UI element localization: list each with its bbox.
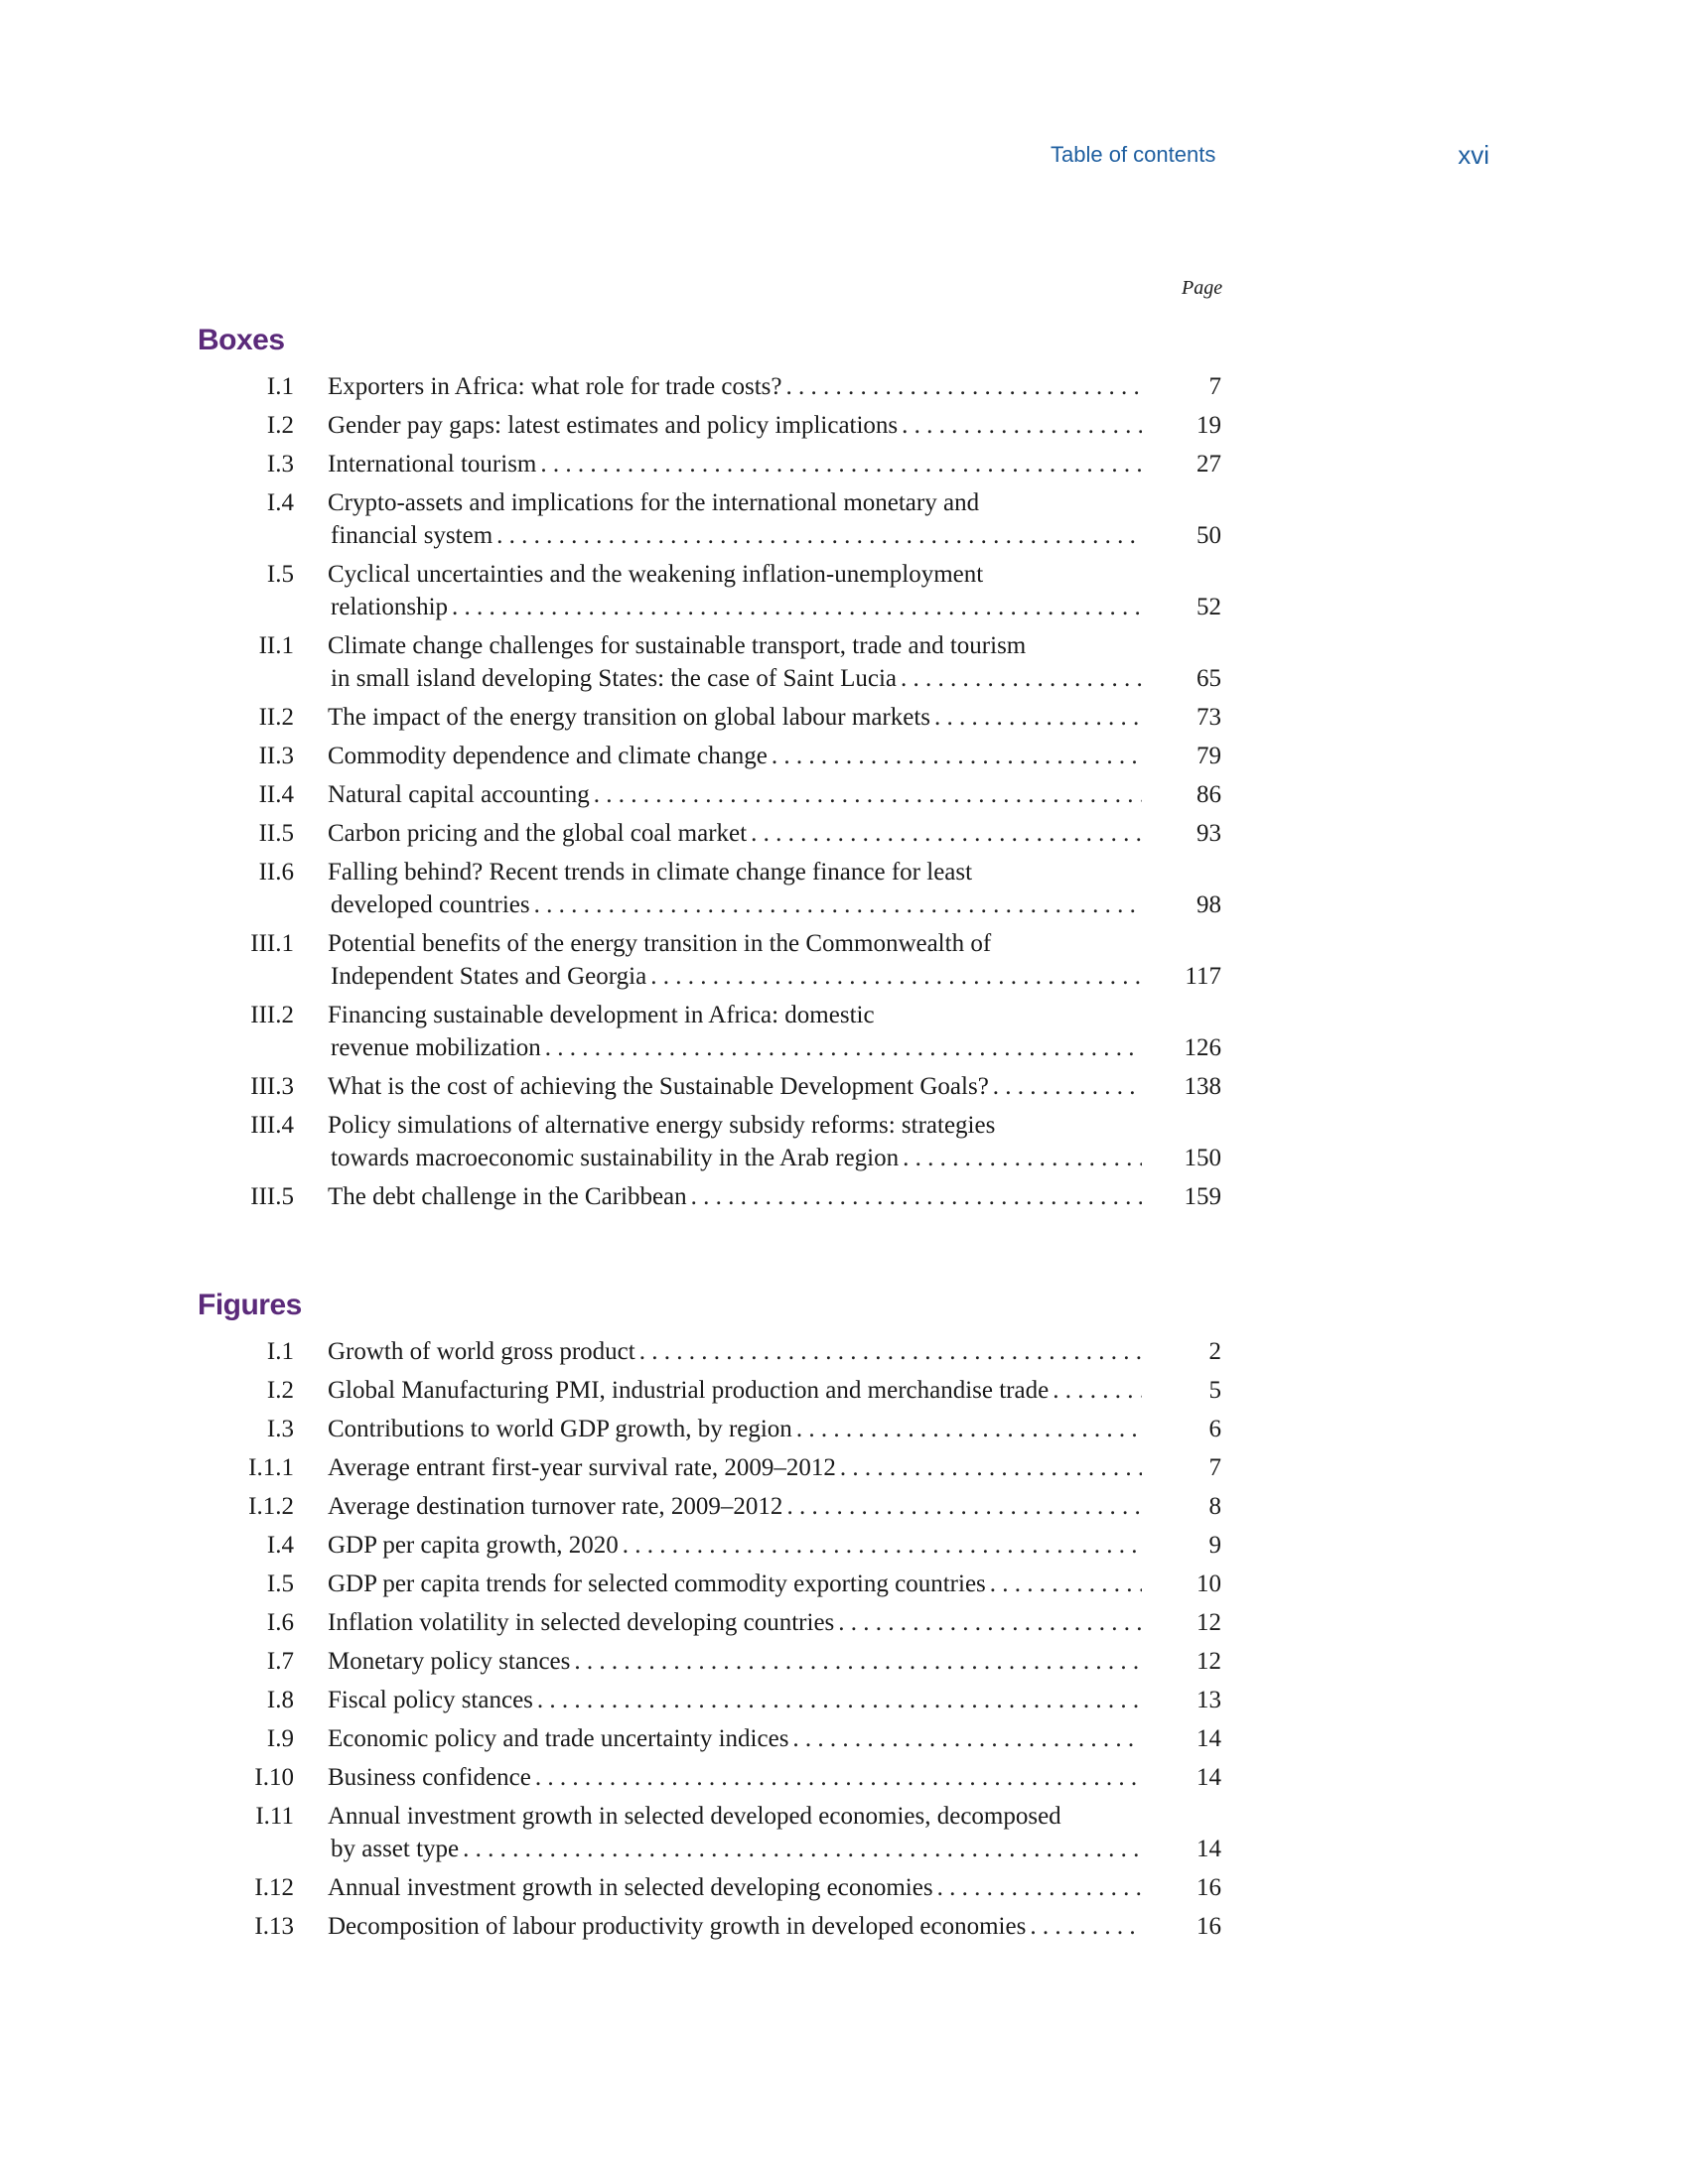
figure-entry-number: I.1.2 xyxy=(248,1493,294,1520)
figure-entry[interactable] xyxy=(0,1910,1688,1943)
box-entry-title: Potential benefits of the energy transition in the Commonwealth of xyxy=(328,930,992,957)
dot-leader xyxy=(1049,1374,1142,1407)
figure-entry-title: Growth of world gross product xyxy=(328,1338,635,1365)
figures-list xyxy=(0,1335,1688,1949)
box-entry-title: relationship xyxy=(331,594,449,620)
dot-leader xyxy=(619,1529,1142,1562)
figure-entry[interactable] xyxy=(0,1529,1688,1562)
dot-leader xyxy=(492,519,1142,552)
figure-entry[interactable] xyxy=(0,1490,1688,1523)
dot-leader xyxy=(834,1606,1142,1639)
figure-entry-number: I.6 xyxy=(266,1609,294,1636)
dot-leader xyxy=(1026,1910,1142,1943)
box-entry-number: II.4 xyxy=(258,781,294,808)
dot-leader xyxy=(531,1761,1142,1794)
box-entry-title: What is the cost of achieving the Sustainable Development Goals? xyxy=(328,1073,989,1100)
dot-leader xyxy=(788,1722,1142,1755)
figure-entry-title: Inflation volatility in selected developing countries xyxy=(328,1609,835,1636)
figure-entry-page: 16 xyxy=(1196,1913,1221,1940)
dot-leader xyxy=(448,591,1142,623)
dot-leader xyxy=(933,1871,1142,1904)
box-entry-title: revenue mobilization xyxy=(331,1034,541,1061)
figure-entry[interactable] xyxy=(0,1761,1688,1794)
figure-entry-number: I.4 xyxy=(266,1532,294,1559)
figure-entry-number: I.5 xyxy=(266,1570,294,1597)
dot-leader xyxy=(541,1031,1142,1064)
figure-entry-title: GDP per capita growth, 2020 xyxy=(328,1532,619,1559)
figure-entry-page: 10 xyxy=(1196,1570,1221,1597)
box-entry-page: 73 xyxy=(1196,704,1221,731)
page-column-label: Page xyxy=(1182,277,1223,299)
dot-leader xyxy=(836,1451,1142,1484)
figure-entry-page: 16 xyxy=(1196,1874,1221,1901)
figure-entry-page: 9 xyxy=(1208,1532,1221,1559)
running-header xyxy=(993,142,1489,172)
figure-entry[interactable] xyxy=(0,1374,1688,1407)
dot-leader xyxy=(781,370,1142,403)
figure-entry-number: I.12 xyxy=(254,1874,294,1901)
box-entry-title: towards macroeconomic sustainability in the Arab region xyxy=(331,1145,900,1171)
box-entry-number: II.3 xyxy=(258,743,294,769)
figure-entry-title: Average destination turnover rate, 2009–2012 xyxy=(328,1493,783,1520)
figure-entry-page: 2 xyxy=(1208,1338,1221,1365)
figure-entry[interactable] xyxy=(0,1871,1688,1904)
figure-entry[interactable] xyxy=(0,1413,1688,1445)
box-entry[interactable] xyxy=(0,448,1688,480)
dot-leader xyxy=(768,740,1142,772)
figure-entry-title: Economic policy and trade uncertainty indices xyxy=(328,1725,789,1752)
box-entry-title: International tourism xyxy=(328,451,537,478)
dot-leader xyxy=(792,1413,1142,1445)
box-entry-page: 27 xyxy=(1196,451,1221,478)
figure-entry[interactable] xyxy=(0,1800,1688,1865)
dot-leader xyxy=(536,448,1142,480)
box-entry-title: Financing sustainable development in Africa: domestic xyxy=(328,1002,875,1028)
figure-entry-page: 5 xyxy=(1208,1377,1221,1404)
figure-entry-page: 12 xyxy=(1196,1648,1221,1675)
box-entry-number: I.4 xyxy=(266,489,294,516)
box-entry-page: 19 xyxy=(1196,412,1221,439)
box-entry-title: Carbon pricing and the global coal market xyxy=(328,820,748,847)
box-entry[interactable] xyxy=(0,1109,1688,1174)
dot-leader xyxy=(989,1070,1142,1103)
dot-leader xyxy=(930,701,1142,734)
box-entry-number: III.2 xyxy=(250,1002,294,1028)
figure-entry-title: Contributions to world GDP growth, by region xyxy=(328,1416,792,1442)
figure-entry[interactable] xyxy=(0,1722,1688,1755)
box-entry-number: III.5 xyxy=(250,1183,294,1210)
box-entry-title: financial system xyxy=(331,522,493,549)
figure-entry-title: Annual investment growth in selected developed economies, decomposed xyxy=(328,1803,1061,1830)
dot-leader xyxy=(459,1833,1142,1865)
box-entry-title: in small island developing States: the case of Saint Lucia xyxy=(331,665,898,692)
boxes-list xyxy=(0,370,1688,1219)
box-entry-number: III.4 xyxy=(250,1112,294,1139)
figure-entry-page: 13 xyxy=(1196,1687,1221,1713)
box-entry-page: 79 xyxy=(1196,743,1221,769)
dot-leader xyxy=(687,1180,1142,1213)
figure-entry-page: 7 xyxy=(1208,1454,1221,1481)
box-entry-page: 150 xyxy=(1184,1145,1221,1171)
box-entry[interactable] xyxy=(0,629,1688,695)
figure-entry-page: 14 xyxy=(1196,1725,1221,1752)
figure-entry-number: I.8 xyxy=(266,1687,294,1713)
box-entry-title: The debt challenge in the Caribbean xyxy=(328,1183,687,1210)
box-entry-page: 50 xyxy=(1196,522,1221,549)
box-entry-title: Cyclical uncertainties and the weakening inflation-unemployment xyxy=(328,561,984,588)
figure-entry-title: Average entrant first-year survival rate, 2009–2012 xyxy=(328,1454,836,1481)
box-entry-number: II.2 xyxy=(258,704,294,731)
box-entry[interactable] xyxy=(0,927,1688,993)
figure-entry-title: Monetary policy stances xyxy=(328,1648,571,1675)
figure-entry[interactable] xyxy=(0,1684,1688,1716)
dot-leader xyxy=(747,817,1142,850)
box-entry-title: Commodity dependence and climate change xyxy=(328,743,768,769)
box-entry-page: 159 xyxy=(1184,1183,1221,1210)
box-entry[interactable] xyxy=(0,817,1688,850)
figure-entry[interactable] xyxy=(0,1451,1688,1484)
figure-entry-title: Decomposition of labour productivity growth in developed economies xyxy=(328,1913,1027,1940)
figure-entry-title: Fiscal policy stances xyxy=(328,1687,533,1713)
box-entry[interactable] xyxy=(0,1070,1688,1103)
figure-entry[interactable] xyxy=(0,1335,1688,1368)
figure-entry-title: GDP per capita trends for selected commodity exporting countries xyxy=(328,1570,986,1597)
running-title: Table of contents xyxy=(1051,142,1216,167)
figure-entry-page: 14 xyxy=(1196,1836,1221,1862)
figure-entry-title: by asset type xyxy=(331,1836,460,1862)
box-entry[interactable] xyxy=(0,409,1688,442)
box-entry-title: Exporters in Africa: what role for trade costs? xyxy=(328,373,782,400)
dot-leader xyxy=(570,1645,1142,1678)
box-entry-title: Natural capital accounting xyxy=(328,781,590,808)
box-entry-title: Policy simulations of alternative energy subsidy reforms: strategies xyxy=(328,1112,996,1139)
box-entry[interactable] xyxy=(0,856,1688,921)
figure-entry-number: I.3 xyxy=(266,1416,294,1442)
box-entry-number: III.3 xyxy=(250,1073,294,1100)
box-entry-page: 126 xyxy=(1184,1034,1221,1061)
box-entry[interactable] xyxy=(0,778,1688,811)
dot-leader xyxy=(899,1142,1142,1174)
figure-entry[interactable] xyxy=(0,1568,1688,1600)
box-entry[interactable] xyxy=(0,999,1688,1064)
box-entry-number: II.1 xyxy=(258,632,294,659)
box-entry[interactable] xyxy=(0,740,1688,772)
box-entry-title: Climate change challenges for sustainable transport, trade and tourism xyxy=(328,632,1027,659)
dot-leader xyxy=(530,888,1142,921)
box-entry-number: II.6 xyxy=(258,859,294,886)
figure-entry-page: 12 xyxy=(1196,1609,1221,1636)
box-entry-number: II.5 xyxy=(258,820,294,847)
figure-entry-number: I.13 xyxy=(254,1913,294,1940)
figure-entry-number: I.1.1 xyxy=(248,1454,294,1481)
figure-entry[interactable] xyxy=(0,1606,1688,1639)
box-entry-page: 7 xyxy=(1208,373,1221,400)
box-entry[interactable] xyxy=(0,558,1688,623)
figure-entry[interactable] xyxy=(0,1645,1688,1678)
figure-entry-number: I.10 xyxy=(254,1764,294,1791)
page-number: xvi xyxy=(1458,140,1489,170)
box-entry[interactable] xyxy=(0,1180,1688,1213)
box-entry-title: Falling behind? Recent trends in climate change finance for least xyxy=(328,859,973,886)
box-entry-page: 138 xyxy=(1184,1073,1221,1100)
dot-leader xyxy=(635,1335,1142,1368)
dot-leader xyxy=(533,1684,1142,1716)
dot-leader xyxy=(782,1490,1142,1523)
box-entry-title: The impact of the energy transition on global labour markets xyxy=(328,704,931,731)
box-entry-page: 52 xyxy=(1196,594,1221,620)
figure-entry-title: Annual investment growth in selected developing economies xyxy=(328,1874,933,1901)
box-entry[interactable] xyxy=(0,486,1688,552)
box-entry-page: 98 xyxy=(1196,891,1221,918)
box-entry-number: I.5 xyxy=(266,561,294,588)
figure-entry-page: 8 xyxy=(1208,1493,1221,1520)
dot-leader xyxy=(590,778,1142,811)
box-entry-title: Independent States and Georgia xyxy=(331,963,647,990)
box-entry-title: Gender pay gaps: latest estimates and policy implications xyxy=(328,412,899,439)
figures-heading: Figures xyxy=(198,1289,302,1321)
box-entry-page: 93 xyxy=(1196,820,1221,847)
dot-leader xyxy=(898,409,1142,442)
figure-entry-number: I.9 xyxy=(266,1725,294,1752)
box-entry-page: 117 xyxy=(1185,963,1221,990)
box-entry-number: I.1 xyxy=(266,373,294,400)
box-entry[interactable] xyxy=(0,370,1688,403)
box-entry-title: Crypto-assets and implications for the international monetary and xyxy=(328,489,980,516)
box-entry[interactable] xyxy=(0,701,1688,734)
figure-entry-page: 6 xyxy=(1208,1416,1221,1442)
boxes-heading: Boxes xyxy=(198,324,285,356)
box-entry-title: developed countries xyxy=(331,891,530,918)
figure-entry-number: I.1 xyxy=(266,1338,294,1365)
figure-entry-page: 14 xyxy=(1196,1764,1221,1791)
dot-leader xyxy=(897,662,1142,695)
box-entry-number: I.3 xyxy=(266,451,294,478)
box-entry-number: I.2 xyxy=(266,412,294,439)
figure-entry-title: Business confidence xyxy=(328,1764,531,1791)
box-entry-page: 65 xyxy=(1196,665,1221,692)
figure-entry-title: Global Manufacturing PMI, industrial production and merchandise trade xyxy=(328,1377,1050,1404)
figure-entry-number: I.2 xyxy=(266,1377,294,1404)
dot-leader xyxy=(646,960,1142,993)
figure-entry-number: I.11 xyxy=(255,1803,294,1830)
box-entry-page: 86 xyxy=(1196,781,1221,808)
dot-leader xyxy=(986,1568,1142,1600)
box-entry-number: III.1 xyxy=(250,930,294,957)
figure-entry-number: I.7 xyxy=(266,1648,294,1675)
